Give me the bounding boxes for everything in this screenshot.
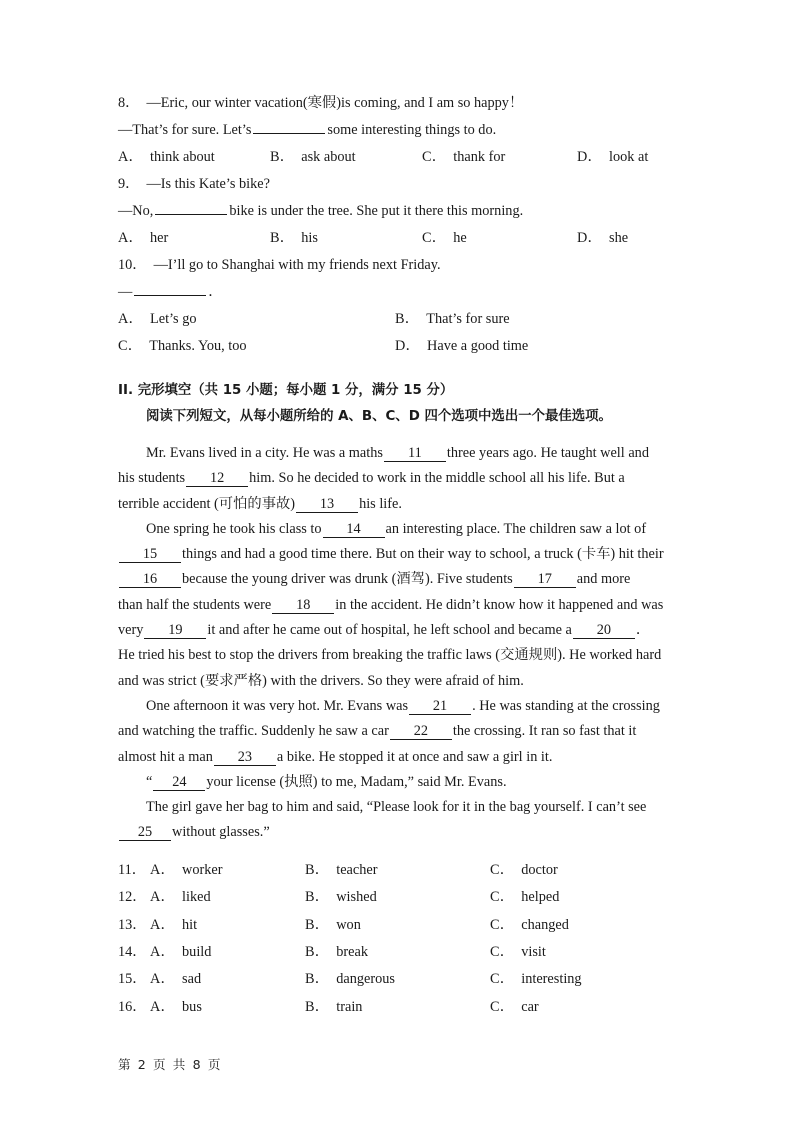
option-letter-a: A． <box>150 916 176 933</box>
cloze-14-option-c[interactable] <box>490 939 546 966</box>
text-run: your license (执照) to me, Madam,” said Mr. Evans. <box>206 773 507 790</box>
option-letter-b: B． <box>305 861 330 878</box>
cloze-option-row-16 <box>118 994 674 1021</box>
option-text: look at <box>609 149 649 165</box>
question-8-stem-part-1: —Eric, our winter vacation( <box>146 95 308 111</box>
question-8-stem-line-1 <box>118 90 674 117</box>
text-run: the crossing. It ran so fast that it <box>452 723 637 740</box>
text-run: because the young driver was drunk (酒驾). Five students <box>182 571 513 588</box>
question-8-option-a[interactable] <box>118 144 270 171</box>
question-10-option-c[interactable] <box>118 333 395 360</box>
cloze-11-option-c[interactable] <box>490 857 558 884</box>
cloze-blank-13[interactable]: 13 <box>296 497 358 513</box>
passage-line <box>118 492 674 517</box>
question-8-reply-part-1: —That’s for sure. Let’s <box>118 122 252 138</box>
question-10-options-row-1 <box>118 306 674 333</box>
question-9-option-d[interactable] <box>577 225 628 252</box>
text-run: him. So he decided to work in the middle school all his life. But a <box>249 470 625 487</box>
passage-paragraph-2 <box>118 517 674 694</box>
cloze-question-number-13: 13． <box>118 916 147 933</box>
cloze-16-option-a[interactable] <box>150 994 305 1021</box>
option-text: she <box>609 230 629 246</box>
option-letter-b: B． <box>395 311 420 327</box>
option-text: train <box>336 998 363 1015</box>
cloze-blank-23[interactable]: 23 <box>214 750 276 766</box>
question-8-reply-part-2: some interesting things to do. <box>327 122 497 138</box>
page-content <box>118 90 674 1021</box>
question-9-stem-line-1 <box>118 171 674 198</box>
passage-line <box>118 745 674 770</box>
cloze-16-option-b[interactable] <box>305 994 490 1021</box>
passage-line <box>118 770 674 795</box>
question-10-answer-blank[interactable] <box>134 281 206 296</box>
cloze-blank-14[interactable]: 14 <box>323 522 385 538</box>
option-letter-c: C． <box>422 149 447 165</box>
option-letter-c: C． <box>490 971 515 988</box>
option-text: interesting <box>521 971 582 988</box>
option-text: Let’s go <box>150 311 197 327</box>
question-8-stem-line-2 <box>118 117 674 144</box>
text-run: in the accident. He didn’t know how it happened and was <box>335 596 664 613</box>
option-letter-b: B． <box>305 998 330 1015</box>
question-10-stem-line-1 <box>118 252 674 279</box>
passage-line <box>118 593 674 618</box>
cloze-14-option-a[interactable] <box>150 939 305 966</box>
question-10-options-row-2 <box>118 333 674 360</box>
option-letter-b: B． <box>305 916 330 933</box>
option-text: teacher <box>336 861 378 878</box>
option-text: changed <box>521 916 569 933</box>
cloze-11-option-a[interactable] <box>150 857 305 884</box>
cloze-question-number-11: 11． <box>118 861 147 878</box>
text-run: and more <box>576 571 631 588</box>
cloze-question-number-16: 16． <box>118 998 147 1015</box>
text-run: things and had a good time there. But on their way to school, a truck (卡车) hit their <box>182 546 664 563</box>
passage-paragraph-4 <box>118 795 674 846</box>
option-letter-b: B． <box>305 943 330 960</box>
cloze-blank-11[interactable]: 11 <box>384 446 446 462</box>
cloze-11-option-b[interactable] <box>305 857 490 884</box>
option-letter-d: D． <box>577 149 603 165</box>
text-run: it and after he came out of hospital, he left school and became a <box>207 622 572 639</box>
question-8-answer-blank[interactable] <box>253 119 325 134</box>
option-letter-a: A． <box>118 230 144 246</box>
text-run: ． <box>635 622 651 639</box>
option-text: ask about <box>301 149 356 165</box>
text-run: “ <box>146 773 153 790</box>
option-letter-b: B． <box>305 971 330 988</box>
cloze-blank-19[interactable]: 19 <box>144 623 206 639</box>
cloze-question-number-14: 14． <box>118 943 147 960</box>
option-letter-a: A． <box>118 149 144 165</box>
option-letter-c: C． <box>490 998 515 1015</box>
cloze-option-row-15 <box>118 966 674 993</box>
cloze-option-row-13 <box>118 912 674 939</box>
cloze-16-option-c[interactable] <box>490 994 539 1021</box>
question-10-option-b[interactable] <box>395 306 510 333</box>
option-letter-d: D． <box>577 230 603 246</box>
passage-line <box>118 719 674 744</box>
cloze-blank-18[interactable]: 18 <box>272 598 334 614</box>
cloze-question-number-12: 12． <box>118 889 147 906</box>
text-run: One afternoon it was very hot. Mr. Evans was <box>146 697 409 714</box>
text-run: very <box>118 622 144 639</box>
option-text: he <box>453 230 467 246</box>
question-9-option-a[interactable] <box>118 225 270 252</box>
cloze-blank-17[interactable]: 17 <box>514 572 576 588</box>
cloze-13-option-a[interactable] <box>150 912 305 939</box>
cloze-13-option-c[interactable] <box>490 912 569 939</box>
question-10-reply-dash: — <box>118 284 133 300</box>
option-letter-a: A． <box>150 998 176 1015</box>
passage-line <box>118 441 674 466</box>
option-text: helped <box>521 889 560 906</box>
passage-paragraph-1 <box>118 441 674 517</box>
question-9-reply-part-2: bike is under the tree. She put it there this morning. <box>229 203 524 219</box>
passage-line <box>118 618 674 643</box>
option-letter-a: A． <box>118 311 144 327</box>
text-run: almost hit a man <box>118 748 213 765</box>
section-2-heading: II. 完形填空（共 15 小题；每小题 1 分，满分 15 分） <box>118 383 454 398</box>
question-8-stem-chinese: 寒假 <box>307 95 337 111</box>
passage-line <box>118 820 674 845</box>
option-letter-a: A． <box>150 943 176 960</box>
text-run: and was strict (要求严格) with the drivers. So they were afraid of him. <box>118 672 524 689</box>
question-10-option-a[interactable] <box>118 306 395 333</box>
cloze-option-row-11 <box>118 857 674 884</box>
cloze-blank-15[interactable]: 15 <box>119 547 181 563</box>
cloze-14-option-b[interactable] <box>305 939 490 966</box>
option-text: thank for <box>453 149 506 165</box>
cloze-option-row-14 <box>118 939 674 966</box>
passage-line <box>118 694 674 719</box>
text-run: without glasses.” <box>172 824 270 841</box>
text-run: his life. <box>359 495 402 512</box>
option-letter-b: B． <box>270 149 295 165</box>
cloze-blank-24[interactable]: 24 <box>153 775 205 791</box>
question-8-number: 8． <box>118 95 140 111</box>
text-run: and watching the traffic. Suddenly he saw a car <box>118 723 389 740</box>
question-8-stem-part-2: )is coming, and I am so happy！ <box>336 95 524 111</box>
cloze-blank-12[interactable]: 12 <box>186 471 248 487</box>
question-10-option-d[interactable] <box>395 333 528 360</box>
option-text: car <box>521 998 539 1015</box>
option-text: doctor <box>521 861 558 878</box>
text-run: his students <box>118 470 186 487</box>
question-10-number: 10． <box>118 257 147 273</box>
passage-line <box>118 643 674 668</box>
option-text: break <box>336 943 368 960</box>
text-run: an interesting place. The children saw a lot of <box>385 520 647 537</box>
option-text: dangerous <box>336 971 395 988</box>
text-run: He tried his best to stop the drivers from breaking the traffic laws (交通规则). He worked hard <box>118 647 662 664</box>
option-text: Thanks. You, too <box>149 338 247 354</box>
cloze-question-number-15: 15． <box>118 971 147 988</box>
option-text: Have a good time <box>427 338 529 354</box>
cloze-blank-16[interactable]: 16 <box>119 572 181 588</box>
option-letter-c: C． <box>490 916 515 933</box>
question-9-number: 9． <box>118 176 140 192</box>
passage-line <box>118 517 674 542</box>
question-10-stem-line-2 <box>118 279 674 306</box>
text-run: a bike. He stopped it at once and saw a girl in it. <box>276 748 553 765</box>
cloze-blank-25[interactable]: 25 <box>119 825 171 841</box>
option-letter-a: A． <box>150 861 176 878</box>
cloze-12-option-a[interactable] <box>150 884 305 911</box>
option-text: bus <box>182 998 202 1015</box>
question-9-option-c[interactable] <box>422 225 577 252</box>
passage-line <box>118 567 674 592</box>
cloze-12-option-c[interactable] <box>490 884 559 911</box>
text-run: three years ago. He taught well and <box>446 445 649 461</box>
section-2-instruction: 阅读下列短文，从每小题所给的 A、B、C、D 四个选项中选出一个最佳选项。 <box>146 409 612 424</box>
option-text: hit <box>182 916 198 933</box>
option-letter-b: B． <box>305 889 330 906</box>
cloze-13-option-b[interactable] <box>305 912 490 939</box>
text-run: The girl gave her bag to him and said, “Please look for it in the bag yourself. I can’t see <box>146 799 647 816</box>
option-text: liked <box>182 889 211 906</box>
option-text: That’s for sure <box>426 311 510 327</box>
text-run: than half the students were <box>118 596 272 613</box>
passage-line <box>118 466 674 491</box>
cloze-blank-22[interactable]: 22 <box>390 724 452 740</box>
cloze-option-row-12 <box>118 884 674 911</box>
option-letter-b: B． <box>270 230 295 246</box>
cloze-blank-20[interactable]: 20 <box>573 623 635 639</box>
option-letter-c: C． <box>118 338 143 354</box>
option-letter-d: D． <box>395 338 421 354</box>
option-text: her <box>150 230 169 246</box>
question-9-option-b[interactable] <box>270 225 422 252</box>
option-text: sad <box>182 971 202 988</box>
option-text: worker <box>182 861 223 878</box>
question-9-stem-part-1: —Is this Kate’s bike? <box>146 176 270 192</box>
page-footer: 第 2 页 共 8 页 <box>118 1057 223 1072</box>
cloze-15-option-a[interactable] <box>150 966 305 993</box>
passage-line <box>118 795 674 820</box>
option-letter-c: C． <box>490 861 515 878</box>
option-text: wished <box>336 889 377 906</box>
question-8-options <box>118 144 674 171</box>
option-letter-c: C． <box>422 230 447 246</box>
question-8-option-b[interactable] <box>270 144 422 171</box>
cloze-15-option-b[interactable] <box>305 966 490 993</box>
question-10-stem-part-1: —I’ll go to Shanghai with my friends next Friday. <box>153 257 441 273</box>
option-letter-a: A． <box>150 889 176 906</box>
text-run: Mr. Evans lived in a city. He was a maths <box>146 445 383 461</box>
text-run: terrible accident (可怕的事故) <box>118 495 296 512</box>
text-run: . He was standing at the crossing <box>472 697 660 714</box>
option-letter-c: C． <box>490 943 515 960</box>
option-text: think about <box>150 149 215 165</box>
option-text: visit <box>521 943 546 960</box>
passage-paragraph-3 <box>118 694 674 795</box>
passage-line <box>118 542 674 567</box>
option-text: won <box>336 916 361 933</box>
question-8-option-d[interactable] <box>577 144 648 171</box>
option-text: his <box>301 230 318 246</box>
question-9-answer-blank[interactable] <box>155 200 227 215</box>
option-text: build <box>182 943 212 960</box>
cloze-12-option-b[interactable] <box>305 884 490 911</box>
question-9-options <box>118 225 674 252</box>
question-8-option-c[interactable] <box>422 144 577 171</box>
passage-line <box>118 669 674 694</box>
option-letter-c: C． <box>490 889 515 906</box>
cloze-15-option-c[interactable] <box>490 966 582 993</box>
question-9-reply-part-1: —No, <box>118 203 154 219</box>
question-9-stem-line-2 <box>118 198 674 225</box>
question-10-reply-period: ． <box>208 284 223 300</box>
cloze-blank-21[interactable]: 21 <box>409 699 471 715</box>
text-run: One spring he took his class to <box>146 520 322 537</box>
option-letter-a: A． <box>150 971 176 988</box>
